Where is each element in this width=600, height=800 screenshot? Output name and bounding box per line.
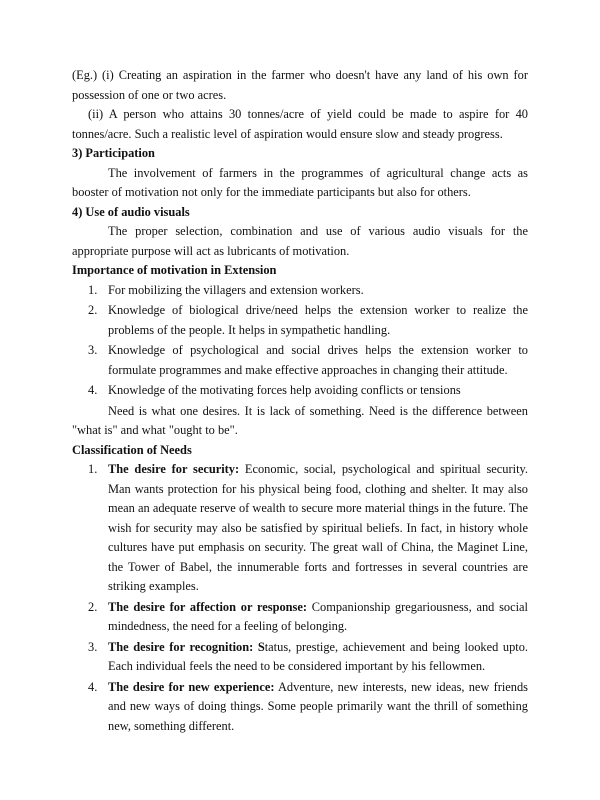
list-item [72, 381, 528, 401]
need-title: The desire for affection or response: [108, 599, 308, 614]
list-number: 1. [88, 282, 98, 297]
need-description: tatus, prestige, achievement and being looked upto. Each individual feels the need to be considered important by his fellowmen. [108, 639, 528, 673]
list-item-text: For mobilizing the villagers and extension workers. [108, 282, 364, 297]
list-number: 3. [88, 639, 98, 654]
list-item [72, 678, 528, 737]
need-definition: Need is what one desires. It is lack of something. Need is the difference between "what is" and what "ought to be". [72, 403, 528, 437]
example-paragraph-1: (Eg.) (i) Creating an aspiration in the farmer who doesn't have any land of his own for possession of one or two acres. [72, 68, 528, 102]
need-description: Economic, social, psychological and spiritual security. Man wants protection for his physical being food, clothing and shelter. It may also mean an adequate reserve of wealth to secure more material things in the future. The wish for security may also be satisfied by spiritual beliefs. In fact, in history whole cultures have put emphasis on security. The great wall of China, the Maginet Line, the Tower of Babel, the innumerable forts and fortresses in several countries are striking examples. [108, 462, 528, 593]
need-title: The desire for recognition: S [108, 639, 265, 654]
participation-heading: 3) Participation [72, 146, 155, 160]
need-description: Adventure, new interests, new ideas, new friends and new ways of doing things. Some people primarily want the thrill of something new, something different. [108, 679, 528, 733]
list-item-text: Knowledge of the motivating forces help avoiding conflicts or tensions [108, 383, 461, 397]
list-item [72, 341, 528, 380]
list-item [72, 598, 528, 637]
list-item-text: Knowledge of biological drive/need helps the extension worker to realize the problems of the people. It helps in sympathetic handling. [108, 303, 528, 337]
need-title: The desire for security: [108, 462, 240, 476]
importance-list [72, 281, 528, 401]
list-item [72, 281, 528, 301]
list-number: 1. [88, 462, 98, 476]
classification-heading: Classification of Needs [72, 442, 192, 457]
participation-body: The involvement of farmers in the programmes of agricultural change acts as booster of motivation not only for the immediate participants but also for others. [72, 165, 528, 199]
list-item [72, 301, 528, 340]
importance-heading: Importance of motivation in Extension [72, 263, 277, 277]
classification-list [72, 460, 528, 736]
list-item [72, 460, 528, 597]
list-number: 2. [88, 303, 98, 317]
audio-visuals-heading: 4) Use of audio visuals [72, 204, 190, 219]
list-item [72, 638, 528, 677]
list-number: 2. [88, 599, 98, 614]
example-paragraph-2: (ii) A person who attains 30 tonnes/acre of yield could be made to aspire for 40 tonnes/acre. Such a realistic level of aspiration would ensure slow and steady progress. [72, 107, 528, 141]
audio-visuals-body: The proper selection, combination and use of various audio visuals for the appropriate purpose will act as lubricants of motivation. [72, 224, 528, 258]
list-item-text: Knowledge of psychological and social drives helps the extension worker to formulate programmes and make effective approaches in changing their attitude. [108, 343, 528, 377]
list-number: 4. [88, 383, 98, 397]
list-number: 3. [88, 343, 98, 357]
need-description: Companionship gregariousness, and social mindedness, the need for a feeling of belonging. [108, 599, 528, 633]
list-number: 4. [88, 679, 98, 694]
need-title: The desire for new experience: [108, 679, 275, 694]
